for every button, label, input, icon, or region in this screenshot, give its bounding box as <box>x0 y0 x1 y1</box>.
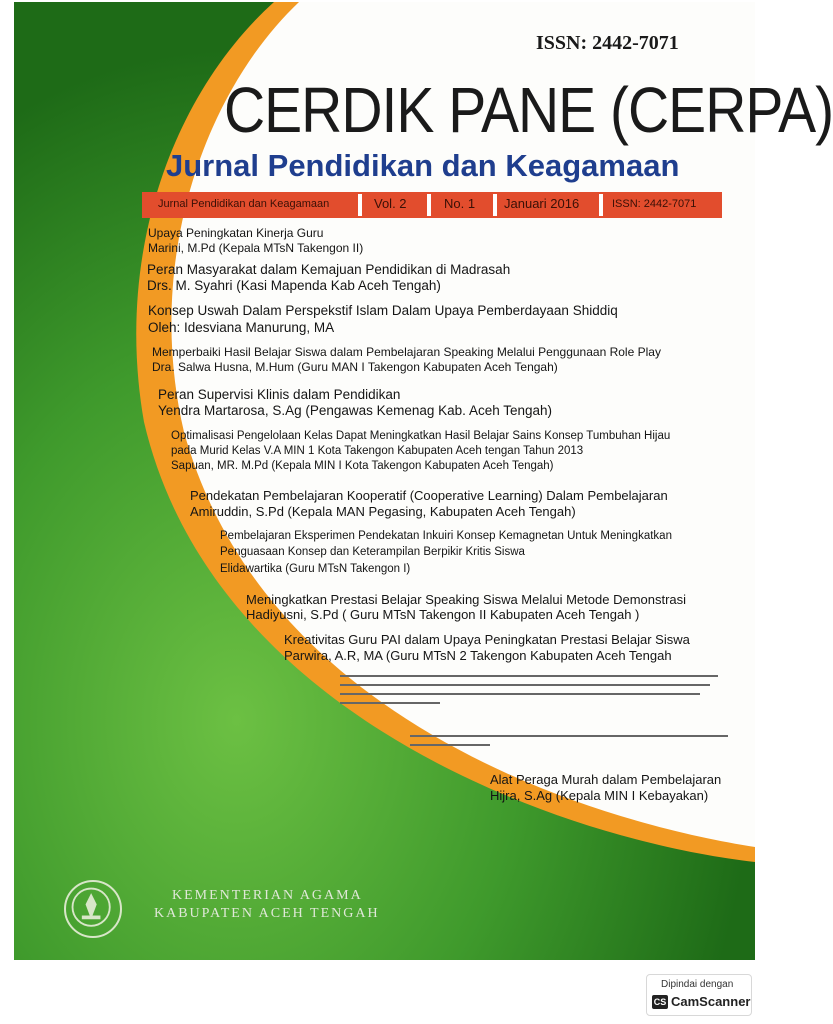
article-author: Drs. M. Syahri (Kasi Mapenda Kab Aceh Tengah) <box>147 278 441 293</box>
band-number: No. 1 <box>444 196 476 211</box>
band-issn: ISSN: 2442-7071 <box>612 198 697 210</box>
article-title: Meningkatkan Prestasi Belajar Speaking Siswa Melalui Metode Demonstrasi <box>246 592 687 607</box>
band-separator <box>427 194 431 216</box>
camscanner-caption: Dipindai dengan <box>661 979 734 990</box>
article-author: Amiruddin, S.Pd (Kepala MAN Pegasing, Kabupaten Aceh Tengah) <box>190 504 576 519</box>
article-author: Hijra, S.Ag (Kepala MIN I Kebayakan) <box>490 788 709 803</box>
band-journal: Jurnal Pendidikan dan Keagamaan <box>158 198 330 210</box>
issn-top: ISSN: 2442-7071 <box>536 32 679 54</box>
band-volume: Vol. 2 <box>374 196 407 211</box>
article-title: Peran Masyarakat dalam Kemajuan Pendidikan di Madrasah <box>147 262 511 277</box>
article-title: Memperbaiki Hasil Belajar Siswa dalam Pembelajaran Speaking Melalui Penggunaan Role Play <box>152 345 661 359</box>
article-author: Parwira, A.R, MA (Guru MTsN 2 Takengon Kabupaten Aceh Tengah <box>284 648 672 663</box>
footer-region: KABUPATEN ACEH TENGAH <box>154 906 380 921</box>
article-author: Oleh: Idesviana Manurung, MA <box>148 320 335 335</box>
footer-ministry: KEMENTERIAN AGAMA <box>172 888 363 903</box>
article-title: Pembelajaran Eksperimen Pendekatan Inkuiri Konsep Kemagnetan Untuk Meningkatkan <box>220 530 672 542</box>
small-print-block <box>340 672 722 711</box>
article-author: Sapuan, MR. M.Pd (Kepala MIN I Kota Takengon Kabupaten Aceh Tengah) <box>171 460 554 472</box>
article-title: Upaya Peningkatan Kinerja Guru <box>148 226 324 240</box>
ministry-emblem-icon <box>64 880 122 938</box>
article-title: Alat Peraga Murah dalam Pembelajaran <box>490 772 722 787</box>
article-title: Kreativitas Guru PAI dalam Upaya Peningkatan Prestasi Belajar Siswa <box>284 632 690 647</box>
article-author: Dra. Salwa Husna, M.Hum (Guru MAN I Takengon Kabupaten Aceh Tengah) <box>152 360 558 374</box>
camscanner-badge <box>646 974 752 1016</box>
article-author: Marini, M.Pd (Kepala MTsN Takengon II) <box>148 241 364 255</box>
issue-band <box>142 192 722 218</box>
small-print-block <box>410 732 730 753</box>
camscanner-logo-icon: CS <box>653 997 667 1007</box>
band-separator <box>599 194 603 216</box>
article-title-continued: pada Murid Kelas V.A MIN 1 Kota Takengon Kabupaten Aceh tengan Tahun 2013 <box>171 445 584 457</box>
article-title: Konsep Uswah Dalam Perspekstif Islam Dalam Upaya Pemberdayaan Shiddiq <box>148 303 618 318</box>
article-title: Peran Supervisi Klinis dalam Pendidikan <box>158 387 401 402</box>
article-title: Optimalisasi Pengelolaan Kelas Dapat Meningkatkan Hasil Belajar Sains Konsep Tumbuhan Hijau <box>171 430 671 442</box>
band-date: Januari 2016 <box>504 196 580 211</box>
band-separator <box>358 194 362 216</box>
article-title-continued: Penguasaan Konsep dan Keterampilan Berpikir Kritis Siswa <box>220 546 525 558</box>
band-separator <box>493 194 497 216</box>
article-title: Pendekatan Pembelajaran Kooperatif (Cooperative Learning) Dalam Pembelajaran <box>190 488 668 503</box>
journal-subtitle: Jurnal Pendidikan dan Keagamaan <box>166 148 680 183</box>
article-author: Elidawartika (Guru MTsN Takengon I) <box>220 563 411 575</box>
journal-title: CERDIK PANE (CERPA) <box>224 75 833 147</box>
article-author: Hadiyusni, S.Pd ( Guru MTsN Takengon II Kabupaten Aceh Tengah ) <box>246 607 640 622</box>
camscanner-brand: CamScanner <box>671 994 751 1009</box>
journal-cover <box>14 2 833 960</box>
article-author: Yendra Martarosa, S.Ag (Pengawas Kemenag Kab. Aceh Tengah) <box>158 403 553 418</box>
